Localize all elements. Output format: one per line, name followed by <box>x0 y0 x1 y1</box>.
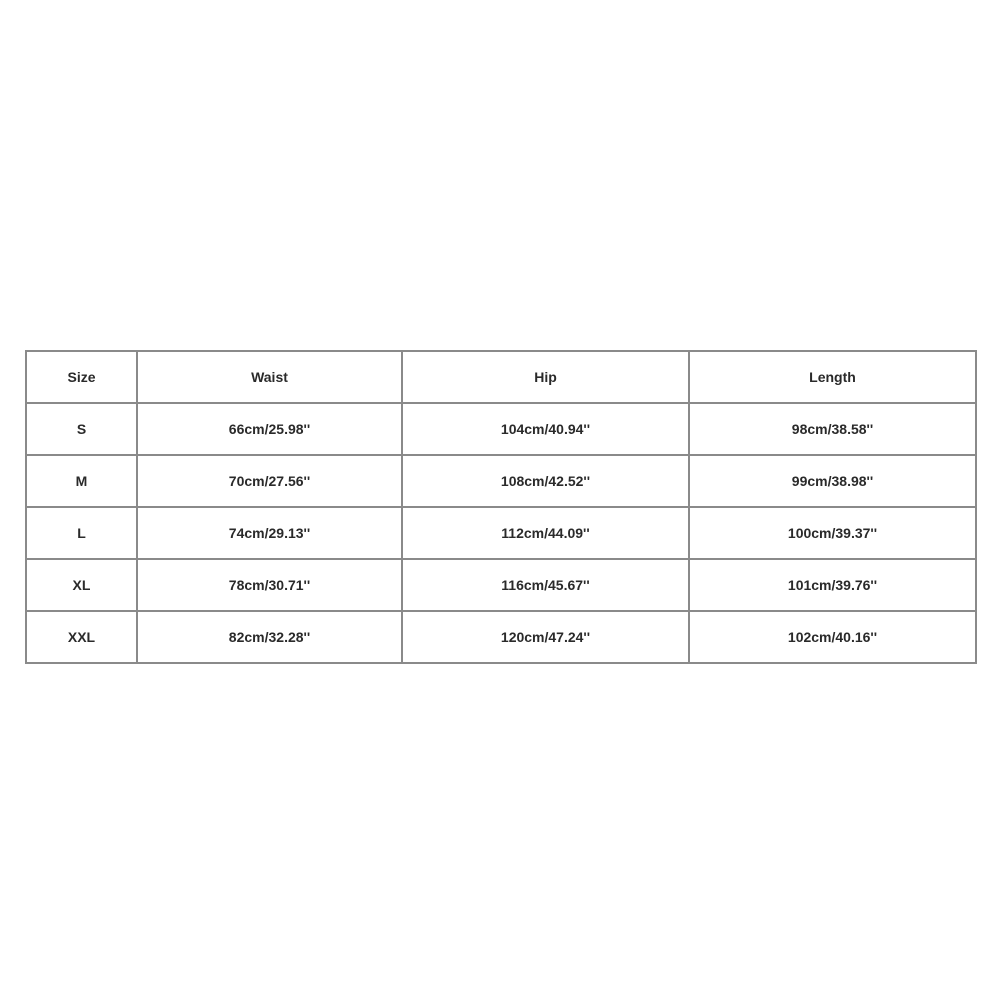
cell-waist: 66cm/25.98'' <box>137 403 402 455</box>
table-row <box>26 507 976 559</box>
table-header <box>26 351 976 403</box>
header-length: Length <box>689 351 976 403</box>
cell-size: XXL <box>26 611 137 663</box>
header-row <box>26 351 976 403</box>
table-row <box>26 611 976 663</box>
size-chart-table <box>25 350 977 664</box>
header-size: Size <box>26 351 137 403</box>
cell-size: XL <box>26 559 137 611</box>
table-row <box>26 455 976 507</box>
cell-size: S <box>26 403 137 455</box>
cell-waist: 70cm/27.56'' <box>137 455 402 507</box>
table-row <box>26 559 976 611</box>
cell-waist: 82cm/32.28'' <box>137 611 402 663</box>
cell-hip: 104cm/40.94'' <box>402 403 689 455</box>
cell-size: L <box>26 507 137 559</box>
cell-hip: 108cm/42.52'' <box>402 455 689 507</box>
cell-waist: 78cm/30.71'' <box>137 559 402 611</box>
header-hip: Hip <box>402 351 689 403</box>
table-body <box>26 403 976 663</box>
cell-size: M <box>26 455 137 507</box>
cell-hip: 116cm/45.67'' <box>402 559 689 611</box>
cell-length: 101cm/39.76'' <box>689 559 976 611</box>
table-row <box>26 403 976 455</box>
cell-hip: 112cm/44.09'' <box>402 507 689 559</box>
cell-length: 99cm/38.98'' <box>689 455 976 507</box>
cell-length: 100cm/39.37'' <box>689 507 976 559</box>
cell-length: 102cm/40.16'' <box>689 611 976 663</box>
cell-hip: 120cm/47.24'' <box>402 611 689 663</box>
cell-waist: 74cm/29.13'' <box>137 507 402 559</box>
cell-length: 98cm/38.58'' <box>689 403 976 455</box>
header-waist: Waist <box>137 351 402 403</box>
